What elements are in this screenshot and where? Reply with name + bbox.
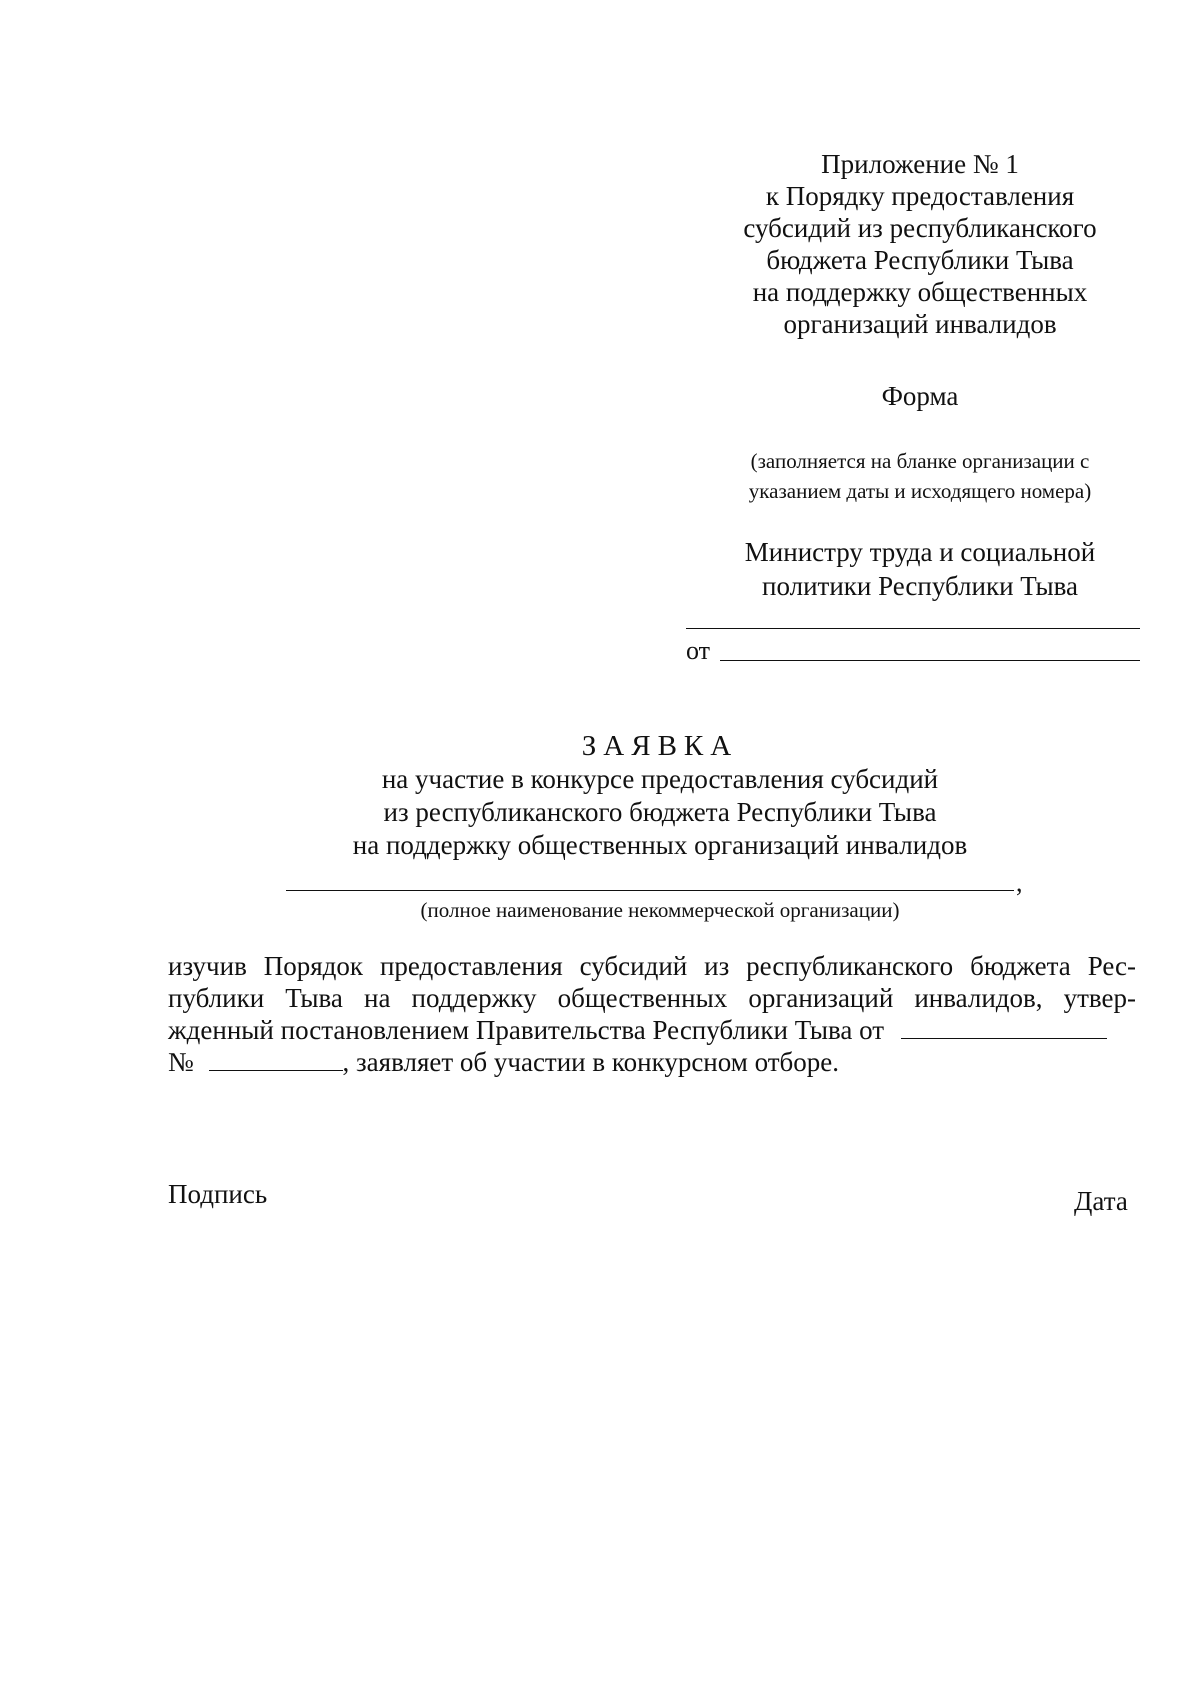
body-line: изучив Порядок предоставления субсидий из республиканского бюджета Рес- — [168, 951, 1136, 981]
application-title — [300, 729, 1020, 763]
appendix-line: бюджета Республики Тыва — [766, 245, 1074, 275]
org-name-comma: , — [1016, 868, 1023, 897]
decree-date-blank — [901, 1018, 1107, 1039]
appendix-line: Приложение № 1 — [821, 149, 1019, 179]
appendix-header — [660, 148, 1180, 340]
appendix-line: организаций инвалидов — [783, 309, 1057, 339]
body-line-with-number-blank — [168, 1046, 1136, 1078]
body-line-with-date-blank — [168, 1014, 1136, 1046]
org-name-blank-line — [286, 890, 1014, 891]
org-caption-text: (полное наименование некоммерческой организации) — [420, 898, 900, 922]
from-row — [686, 636, 710, 666]
appendix-line: на поддержку общественных — [752, 277, 1088, 307]
body-paragraph — [168, 950, 1136, 1078]
number-sign: № — [168, 1047, 194, 1077]
form-label — [660, 380, 1180, 412]
signature-label: Подпись — [168, 1179, 268, 1209]
form-note — [660, 446, 1180, 506]
application-title-text: ЗАЯВКА — [581, 730, 739, 762]
form-note-line: указанием даты и исходящего номера) — [748, 479, 1092, 503]
addressee-line: политики Республики Тыва — [762, 571, 1078, 601]
from-blank-line — [720, 660, 1140, 661]
subtitle-line: на поддержку общественных организаций инвалидов — [352, 830, 968, 860]
appendix-line: к Порядку предоставления — [765, 181, 1075, 211]
body-line-text: , заявляет об участии в конкурсном отборе. — [342, 1047, 839, 1077]
body-line-text: жденный постановлением Правительства Республики Тыва от — [168, 1015, 885, 1045]
body-line: публики Тыва на поддержку общественных организаций инвалидов, утвер- — [168, 983, 1136, 1013]
appendix-line: субсидий из республиканского — [743, 213, 1097, 243]
date-label: Дата — [1074, 1186, 1128, 1216]
addressee-blank-line — [686, 628, 1140, 629]
form-note-line: (заполняется на бланке организации с — [750, 449, 1090, 473]
addressee-block — [660, 535, 1180, 603]
application-subtitle — [280, 763, 1040, 862]
from-label: от — [686, 636, 711, 665]
addressee-line: Министру труда и социальной — [744, 537, 1096, 567]
subtitle-line: из республиканского бюджета Республики Тыва — [383, 797, 937, 827]
subtitle-line: на участие в конкурсе предоставления субсидий — [381, 764, 939, 794]
form-label-text: Форма — [881, 381, 959, 411]
org-name-caption — [280, 895, 1040, 925]
decree-number-blank — [209, 1050, 343, 1071]
